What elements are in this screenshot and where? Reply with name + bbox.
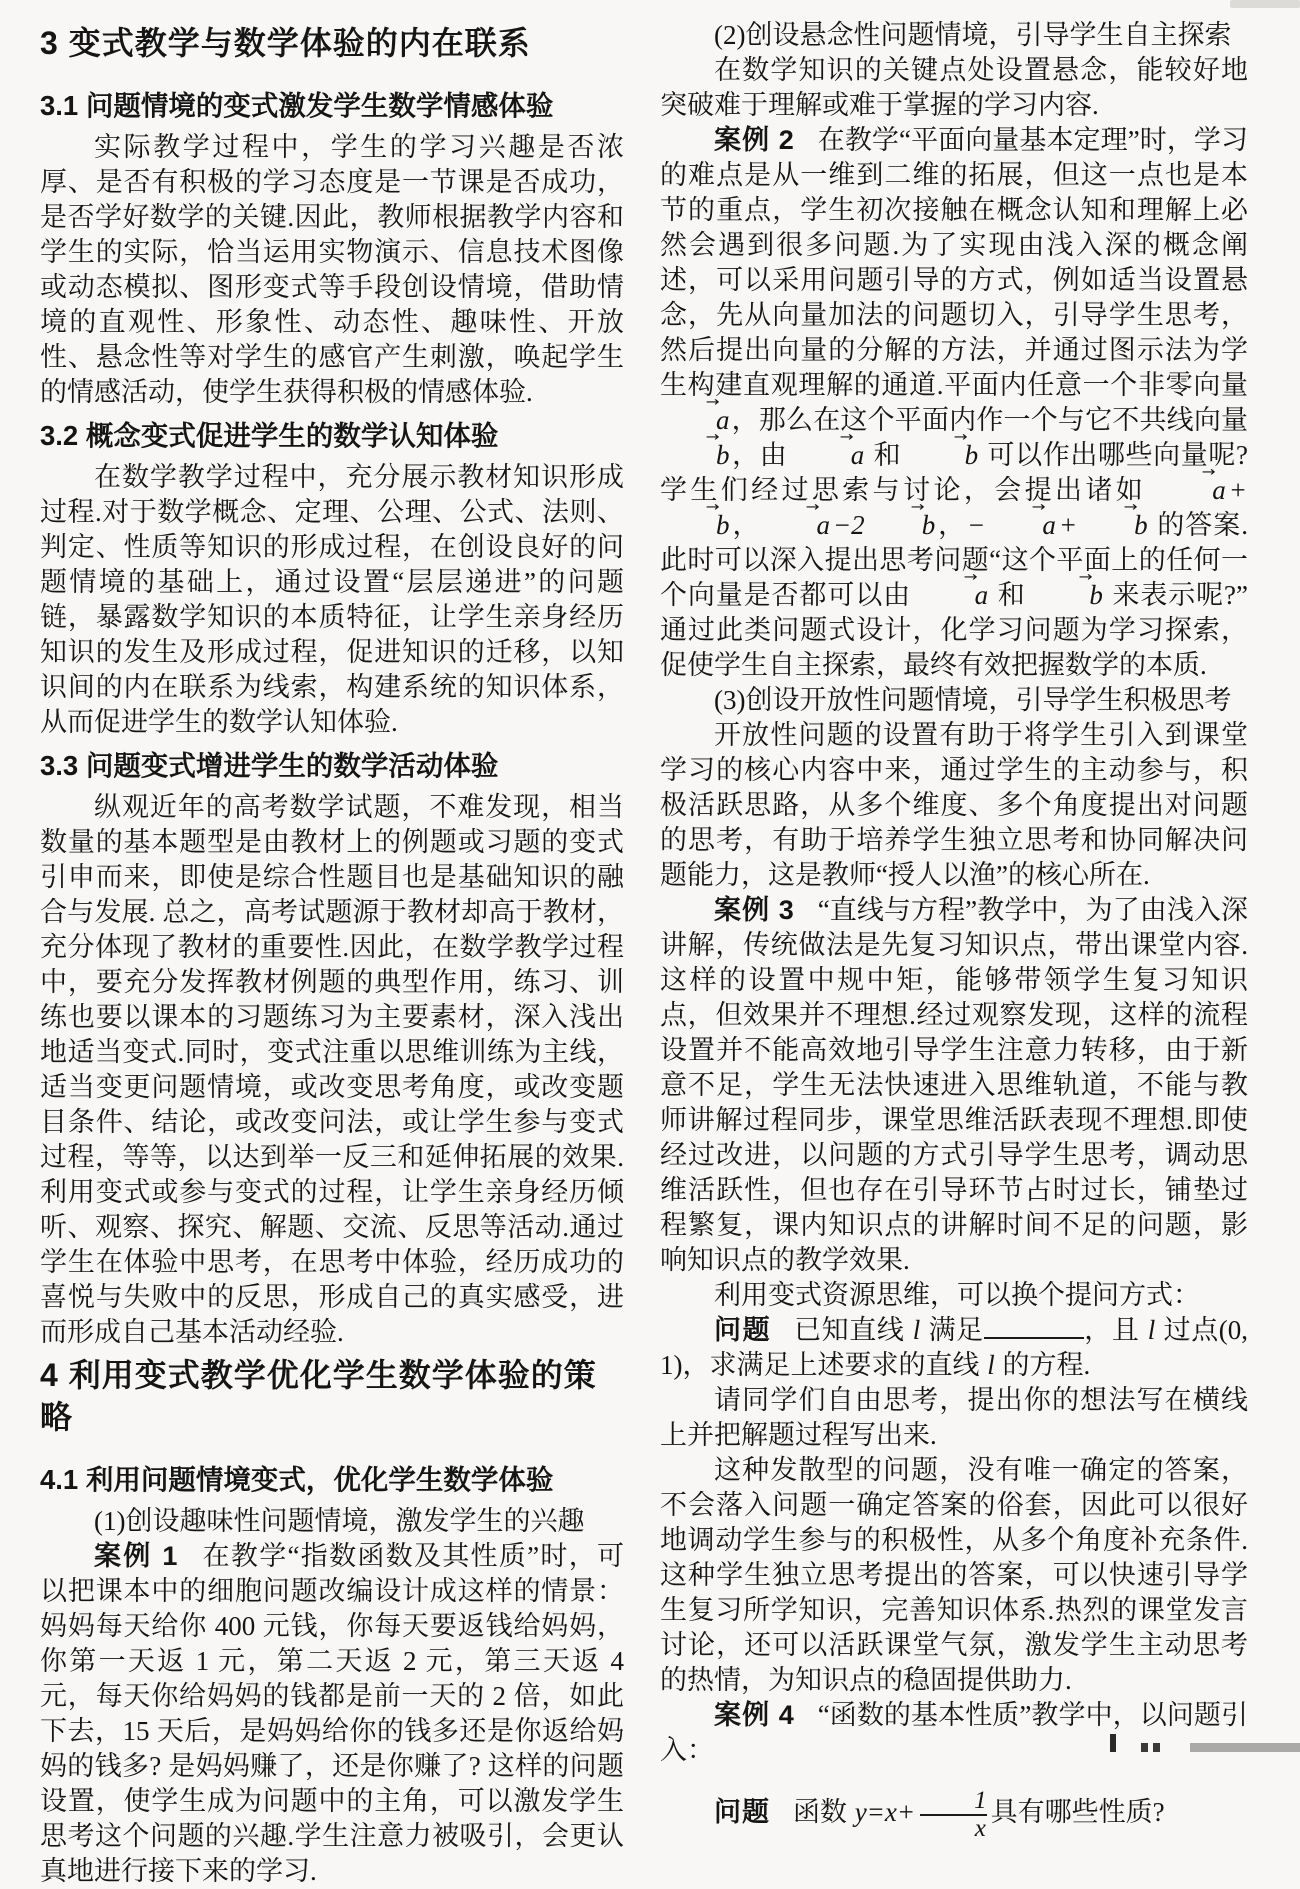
math-text: + <box>1228 475 1247 505</box>
text-run: “直线与方程”教学中，为了由浅入深讲解，传统做法是先复习知识点，带出课堂内容.这样的设置中规中矩，能够带领学生复习知识点，但效果并不理想.经过观察发现，这样的流程设置并不能高效地引导学生注意力转移，由于新意不足，学生无法快速进入思维轨道，不能与教师讲解过程同步，课堂思维活跃表现不理想.即使经过改进，以问题的方式引导学生思考，调动思维活跃性，但也存在引导环节占时过长，铺垫过程繁复，课内知识点的讲解时间不足的问题，影响知识点的教学效果. <box>660 895 1248 1275</box>
heading-3-1 <box>40 88 624 124</box>
vector-with-arrow: → b <box>866 508 938 543</box>
text-run: 3 变式教学与数学体验的内在联系 <box>40 25 531 61</box>
vector-with-arrow: → a <box>760 508 832 543</box>
text-run: 可以作出哪些向量呢? 学生们经过思索与讨论，会提出诸如 <box>660 440 1249 505</box>
math-text: − <box>967 510 986 540</box>
para-strategy-1 <box>40 1504 624 1539</box>
text-run: 具有哪些性质? <box>990 1797 1165 1827</box>
vector-with-arrow: → b <box>909 438 981 473</box>
text-run: 3.3 问题变式增进学生的数学活动体验 <box>40 750 499 781</box>
text-run: ，由 <box>731 440 795 470</box>
text-run: 实际教学过程中，学生的学习兴趣是否浓厚、是否有积极的学习态度是一节课是否成功，是否学好数学的关键.因此，教师根据教学内容和学生的实际，恰当运用实物演示、信息技术图像或动态模拟、图形变式等手段创设情境，借助情境的直观性、形象性、动态性、趣味性、开放性、悬念性等对学生的感官产生刺激，唤起学生的情感活动，使学生获得积极的情感体验. <box>40 132 624 407</box>
text-run: 纵观近年的高考数学试题，不难发现，相当数量的基本题型是由教材上的例题或习题的变式引申而来，即使是综合性题目也是基础知识的融合与发展. 总之，高考试题源于教材却高于教材，充分体现了教材的重要性.因此，在数学教学过程中，要充分发挥教材例题的典型作用，练习、训练也要以课本的习题练习为主要素材，深入浅出地适当变式.同时，变式注重以思维训练为主线，适当变更问题情境，或改变思考角度，或改变题目条件、结论，或改变问法，或让学生参与变式过程，等等，以达到举一反三和延伸拓展的效果.利用变式或参与变式的过程，让学生亲身经历倾听、观察、探究、解题、交流、反思等活动.通过学生在体验中思考，在思考中体验，经历成功的喜悦与失败中的反思，形成自己的真实感受，进而形成自己基本活动经验. <box>40 792 624 1347</box>
para-divergent <box>660 1453 1248 1698</box>
bold-label: 案例 3 <box>714 895 795 925</box>
text-run: “函数的基本性质”教学中，以问题引入： <box>660 1700 1248 1765</box>
bold-label: 案例 2 <box>714 125 795 155</box>
para-strategy-2 <box>660 18 1248 53</box>
fraction <box>920 1788 987 1843</box>
text-run: 3.2 概念变式促进学生的数学认知体验 <box>40 420 499 451</box>
text-run: ，那么在这个平面内作一个与它不共线向量 <box>731 405 1248 435</box>
text-run: 在数学知识的关键点处设置悬念，能较好地突破难于理解或难于掌握的学习内容. <box>660 55 1248 120</box>
vector-with-arrow: → a <box>795 438 867 473</box>
math-text: y=x+ <box>854 1797 916 1827</box>
text-run: ，且 <box>1083 1315 1147 1345</box>
para-case-3 <box>660 893 1248 1278</box>
text-run: (1)创设趣味性问题情境，激发学生的兴趣 <box>94 1506 585 1536</box>
para-strategy-3 <box>660 683 1248 718</box>
math-text: l <box>987 1350 995 1380</box>
text-run: 在教学“平面向量基本定理”时，学习的难点是从一维到二维的拓展，但这一点也是本节的重点，学生初次接触在概念认知和理解上必然会遇到很多问题.为了实现由浅入深的概念阐述，可以采用问题引导的方式，例如适当设置悬念，先从向量加法的问题切入，引导学生思考，然后提出向量的分解的方法，并通过图示法为学生构建直观理解的通道.平面内任意一个非零向量 <box>660 125 1248 400</box>
text-run: 和 <box>866 440 909 470</box>
para-suspense-intro <box>660 53 1248 123</box>
vector-with-arrow: → b <box>660 438 732 473</box>
text-run: 这种发散型的问题，没有唯一确定的答案，不会落入问题一确定答案的俗套，因此可以很好地调动学生参与的积极性，从多个角度补充条件.这种学生独立思考提出的答案，可以快速引导学生复习所学知识，完善知识体系.热烈的课堂发言讨论，还可以活跃课堂气氛，激发学生主动思考的热情，为知识点的稳固提供助力. <box>660 1455 1248 1695</box>
vector-with-arrow: → a <box>986 508 1058 543</box>
math-text: + <box>1058 510 1078 540</box>
math-text: −2 <box>832 510 865 540</box>
text-run: 4.1 利用问题情境变式，优化学生数学体验 <box>40 1464 554 1495</box>
text-run: 在教学“指数函数及其性质”时，可以把课本中的细胞问题改编设计成这样的情景：妈妈每天给你 400 元钱，你每天要返钱给妈妈，你第一天返 1 元，第二天返 2 元，第三天返 4 元，每天你给妈妈的钱都是前一天的 2 倍，如此下去，15 天后，是妈妈给你的钱多还是你返给妈妈的钱多? 是妈妈赚了，还是你赚了? 这样的问题设置，使学生成为问题中的主角，可以激发学生思考这个问题的兴趣.学生注意力被吸引，会更认真地进行接下来的学习. <box>40 1541 624 1886</box>
fraction-denominator: x <box>920 1814 987 1842</box>
fill-in-blank <box>984 1337 1084 1339</box>
vector-with-arrow: → a <box>1156 473 1228 508</box>
para-open-intro <box>660 718 1248 893</box>
text-run: ， <box>731 510 761 540</box>
right-column <box>660 18 1248 1889</box>
scan-cutoff-mark <box>1141 1743 1148 1752</box>
vector-with-arrow: → a <box>660 403 732 438</box>
para-free-think <box>660 1383 1248 1453</box>
para-cognitive-experience <box>40 460 624 740</box>
scan-cutoff-mark <box>1153 1743 1160 1752</box>
para-activity-experience <box>40 790 624 1350</box>
text-run: 满足 <box>921 1315 984 1345</box>
bold-label: 问题 <box>714 1797 770 1827</box>
text-run: 函数 <box>792 1797 854 1827</box>
left-column <box>40 18 624 1889</box>
scan-cutoff-tick <box>1110 1734 1116 1752</box>
text-run: 已知直线 <box>794 1315 912 1345</box>
text-run: 过点(0,1)，求满足上述要求的直线 <box>660 1315 1249 1380</box>
vector-with-arrow: → b <box>660 508 732 543</box>
para-case-1 <box>40 1539 624 1889</box>
text-run: 在数学教学过程中，充分展示教材知识形成过程.对于数学概念、定理、公理、公式、法则、判定、性质等知识的形成过程，在创设良好的问题情境的基础上，通过设置“层层递进”的问题链，暴露数学知识的本质特征，让学生亲身经历知识的发生及形成过程，促进知识的迁移，以知识间的内在联系为线索，构建系统的知识体系，从而促进学生的数学认知体验. <box>40 462 624 737</box>
math-text: l <box>912 1315 921 1345</box>
text-run: 4 利用变式教学优化学生数学体验的策略 <box>40 1357 597 1435</box>
bold-label: 问题 <box>714 1315 772 1345</box>
para-emotional-experience <box>40 130 624 410</box>
text-run: 和 <box>990 580 1034 610</box>
heading-3-3 <box>40 748 624 784</box>
bold-label: 案例 1 <box>94 1541 179 1571</box>
para-problem-line <box>660 1313 1248 1383</box>
para-variant-question-intro <box>660 1278 1248 1313</box>
vector-with-arrow: → a <box>919 578 991 613</box>
text-run: (3)创设开放性问题情境，引导学生积极思考 <box>714 685 1232 715</box>
heading-4-1 <box>40 1462 624 1498</box>
heading-section-4 <box>40 1354 624 1438</box>
heading-section-3 <box>40 22 624 64</box>
text-run: 来表示呢?”通过此类问题式设计，化学习问题为学习探索，促使学生自主探索，最终有效把握数学的本质. <box>660 580 1248 680</box>
heading-3-2 <box>40 418 624 454</box>
para-case-4 <box>660 1698 1248 1768</box>
text-run: ， <box>937 510 967 540</box>
text-run: 开放性问题的设置有助于将学生引入到课堂学习的核心内容中来，通过学生的主动参与，积极活跃思路，从多个维度、多个角度提出对问题的思考，有助于培养学生独立思考和协同解决问题能力，这是教师“授人以渔”的核心所在. <box>660 720 1248 890</box>
text-run: 的方程. <box>995 1350 1091 1380</box>
para-case-2 <box>660 123 1248 683</box>
vector-with-arrow: → b <box>1033 578 1105 613</box>
text-run: 利用变式资源思维，可以换个提问方式： <box>714 1280 1200 1310</box>
scan-cutoff-bar <box>1190 1743 1300 1752</box>
fraction-numerator: 1 <box>974 1786 987 1814</box>
text-run: 请同学们自由思考，提出你的想法写在横线上并把解题过程写出来. <box>660 1385 1248 1450</box>
para-function-problem <box>660 1780 1248 1844</box>
text-run: 3.1 问题情境的变式激发学生数学情感体验 <box>40 90 554 121</box>
vector-with-arrow: → b <box>1078 508 1150 543</box>
text-run: 的答案.此时可以深入提出思考问题“这个平面上的任何一个向量是否都可以由 <box>660 510 1249 610</box>
scan-smudge-top-right <box>1230 0 1300 8</box>
bold-label: 案例 4 <box>714 1700 795 1730</box>
math-text: l <box>1147 1315 1156 1345</box>
text-run: (2)创设悬念性问题情境，引导学生自主探索 <box>714 20 1232 50</box>
